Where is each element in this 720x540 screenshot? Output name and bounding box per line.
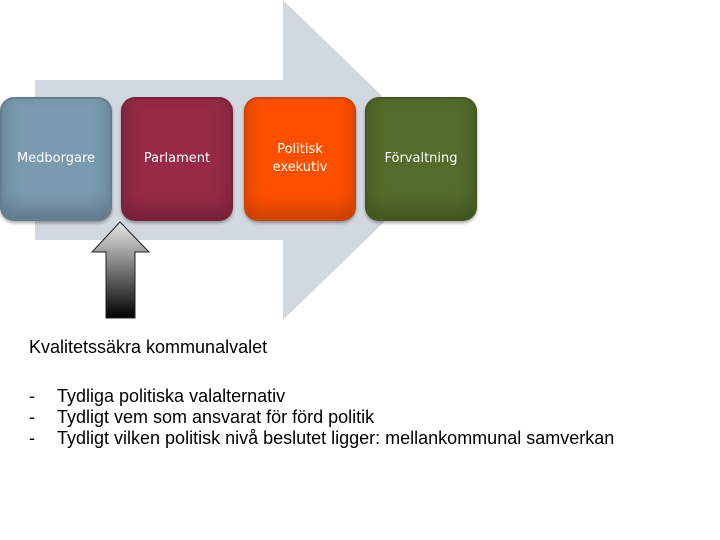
bullet-item: [29, 428, 614, 449]
bullet-item: [29, 386, 614, 407]
bullet-text: Tydliga politiska valalternativ: [57, 386, 286, 406]
bullet-text: Tydligt vilken politisk nivå beslutet ligger: mellankommunal samverkan: [57, 428, 615, 448]
box-politisk-exekutiv: Politisk exekutiv: [244, 97, 356, 221]
bullet-list: [29, 386, 614, 449]
bullet-dash: -: [29, 386, 35, 406]
box-medborgare: Medborgare: [0, 97, 112, 221]
box-parlament: Parlament: [121, 97, 233, 221]
bullet-item: [29, 407, 614, 428]
box-forvaltning: Förvaltning: [365, 97, 477, 221]
section-heading: Kvalitetssäkra kommunalvalet: [29, 337, 268, 357]
bullet-dash: -: [29, 428, 35, 448]
bullet-dash: -: [29, 407, 35, 427]
bullet-text: Tydligt vem som ansvarat för förd politik: [57, 407, 375, 427]
